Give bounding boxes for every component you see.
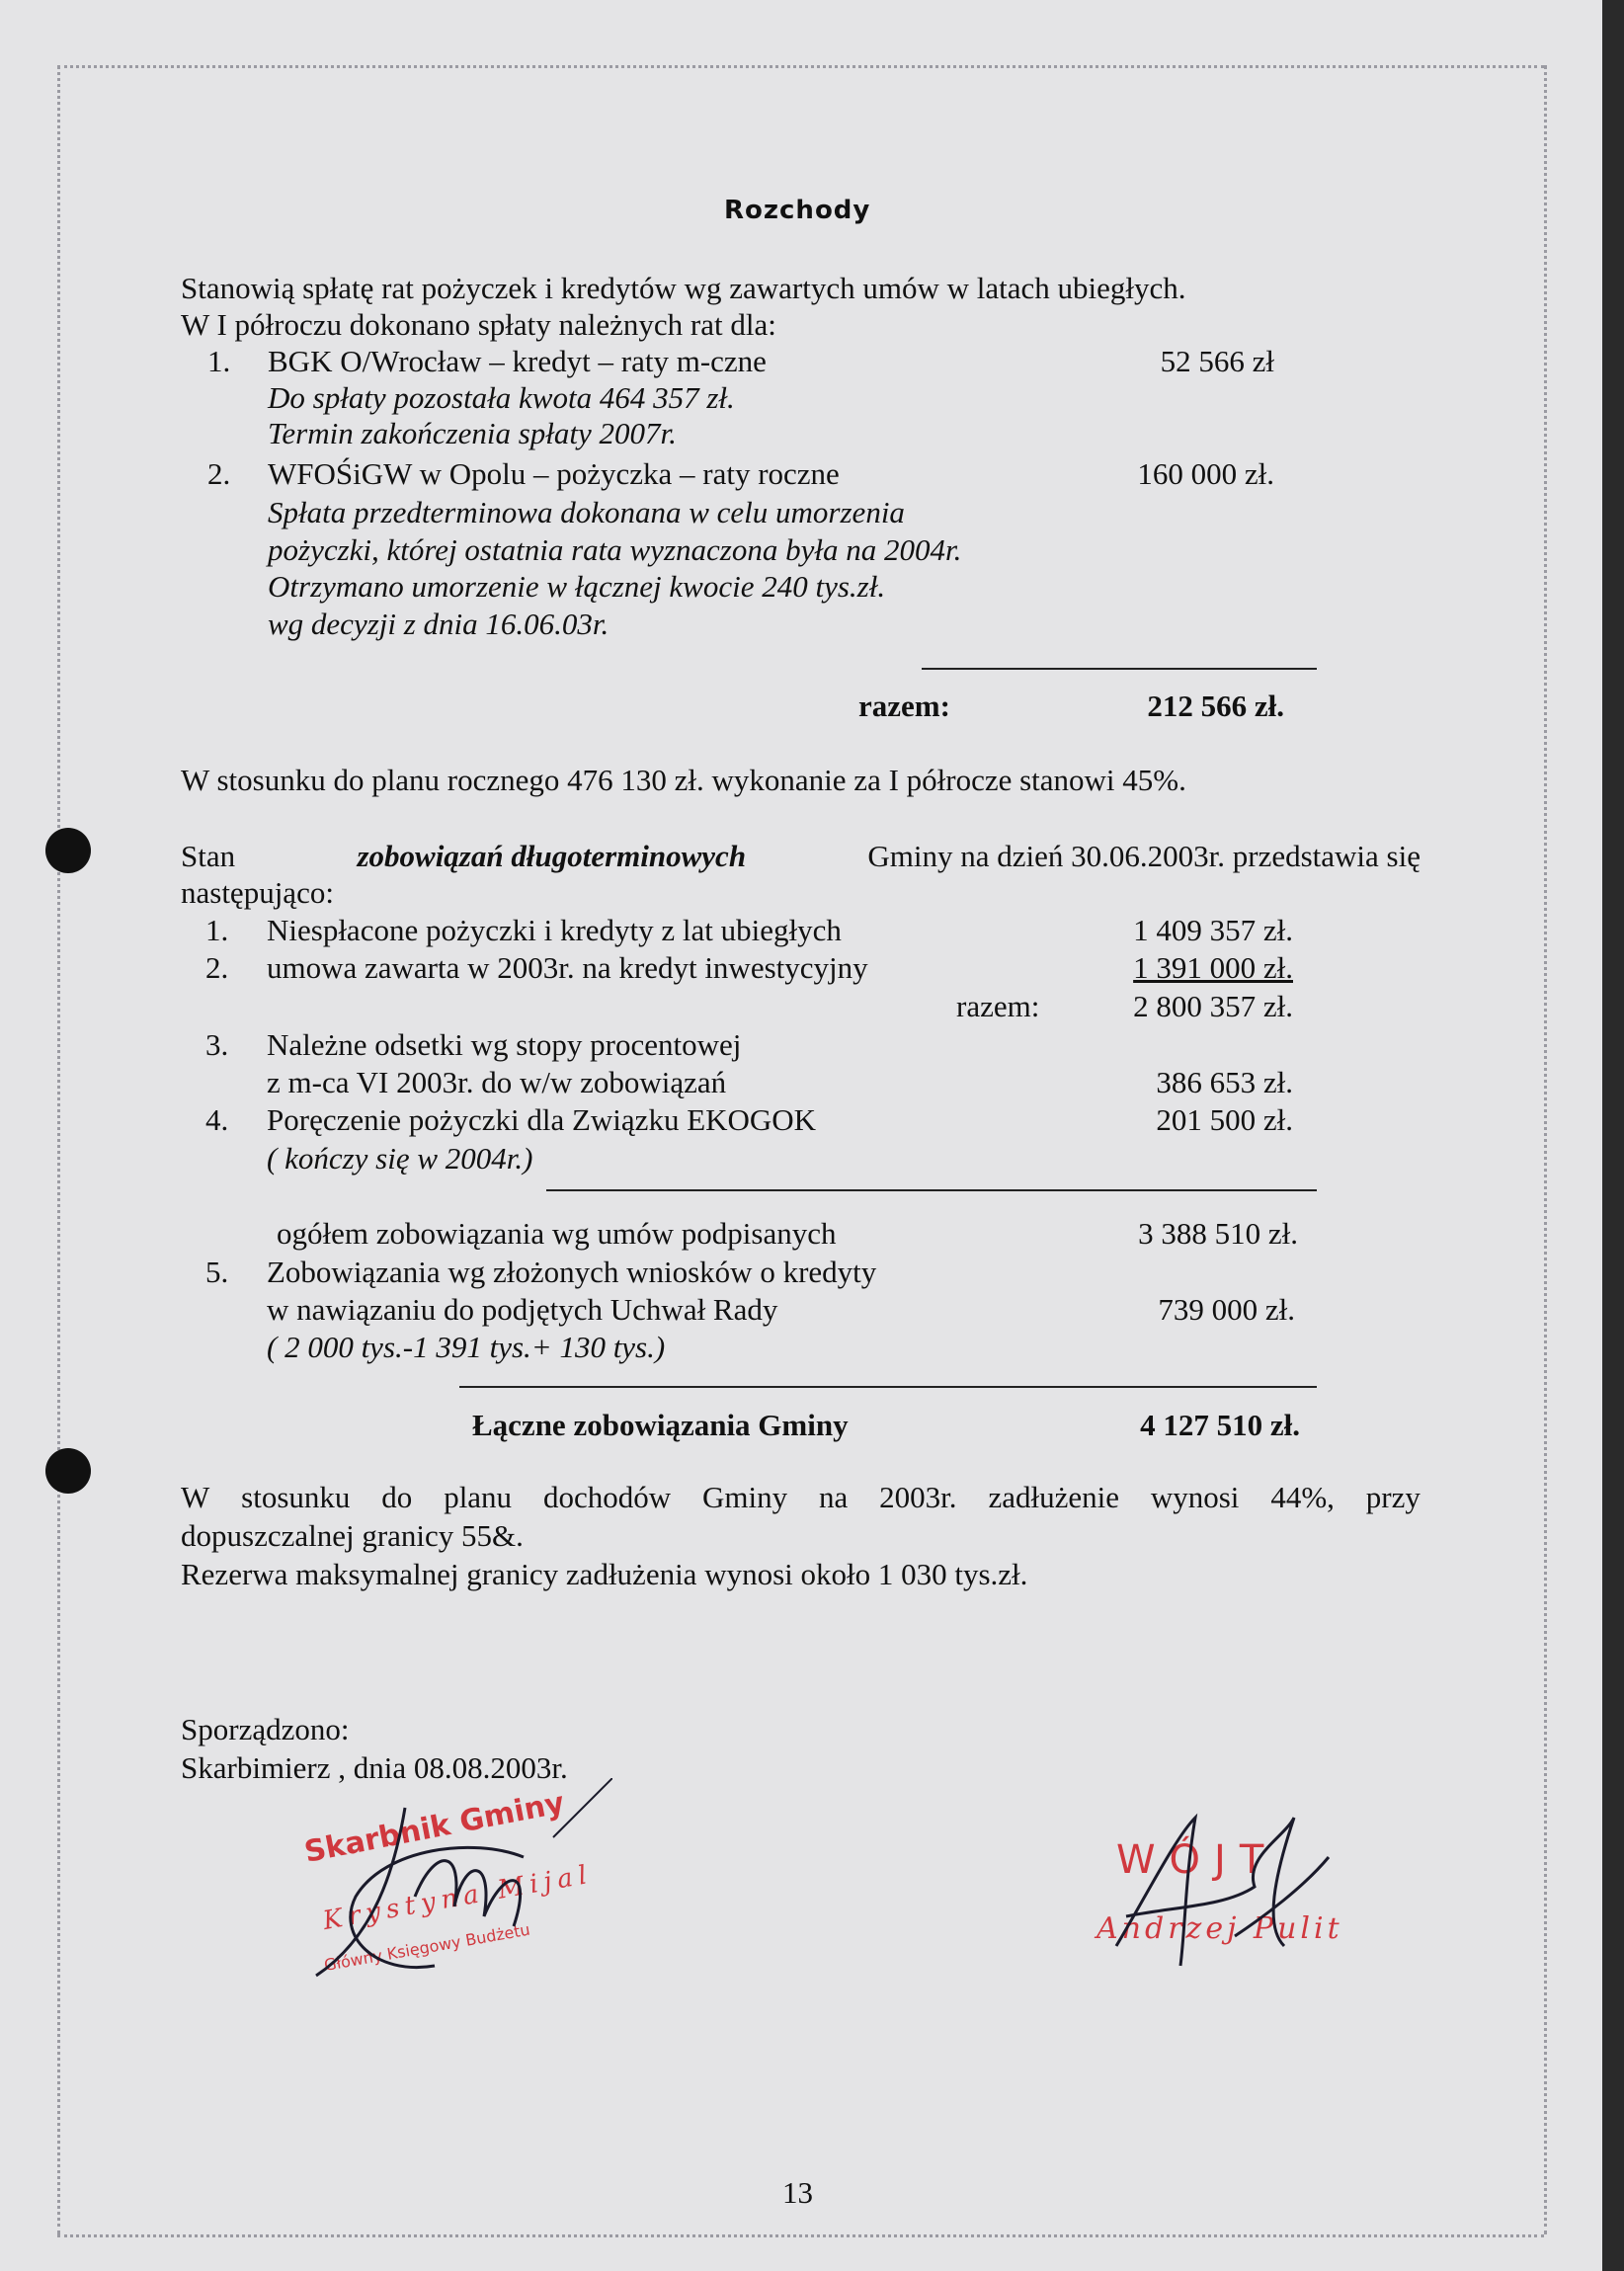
guarantee-text: Poręczenie pożyczki dla Związku EKOGOK	[267, 1102, 817, 1137]
guarantee-amount: 201 500 zł.	[1156, 1102, 1293, 1137]
liab-intro-part: Stan	[181, 839, 236, 873]
debt-note-line1	[181, 1482, 1421, 1512]
total-amount: 212 566 zł.	[1147, 689, 1284, 723]
payment-note: Spłata przedterminowa dokonana w celu umorzenia	[268, 495, 905, 529]
punch-hole	[45, 1448, 91, 1494]
stamp-title: Skarbnik Gminy	[301, 1785, 568, 1870]
applications-amount: 739 000 zł.	[1158, 1292, 1295, 1327]
scan-dark-edge	[1602, 0, 1624, 2271]
interest-text: Należne odsetki wg stopy procentowej	[267, 1027, 742, 1062]
dotted-frame-right	[1544, 65, 1547, 2234]
word: stosunku	[241, 1480, 351, 1514]
item-number: 2.	[207, 456, 231, 491]
dotted-frame-left	[57, 65, 60, 2234]
word: Gminy	[702, 1480, 788, 1514]
payment-note: Termin zakończenia spłaty 2007r.	[268, 416, 677, 450]
debt-note-line3: Rezerwa maksymalnej granicy zadłużenia wynosi około 1 030 tys.zł.	[181, 1557, 1028, 1591]
word: W	[181, 1480, 210, 1514]
total-label: razem:	[858, 689, 950, 723]
liab-intro-emphasis: zobowiązań długoterminowych	[357, 839, 747, 873]
payment-text: WFOŚiGW w Opolu – pożyczka – raty roczne	[268, 456, 840, 491]
page-number: 13	[782, 2175, 813, 2210]
total-rule	[922, 668, 1317, 670]
liab-intro-part: Gminy na dzień 30.06.2003r. przedstawia się	[867, 839, 1421, 873]
intro-line: Stanowią spłatę rat pożyczek i kredytów wg zawartych umów w latach ubiegłych.	[181, 271, 1186, 305]
stamp-name: Andrzej Pulit	[1096, 1911, 1343, 1946]
section-title: Rozchody	[724, 196, 871, 225]
word: na	[819, 1480, 849, 1514]
item-number: 3.	[205, 1027, 229, 1062]
payment-amount: 52 566 zł	[1160, 344, 1274, 378]
applications-note: ( 2 000 tys.-1 391 tys.+ 130 tys.)	[267, 1330, 666, 1364]
grand-total-label: Łączne zobowiązania Gminy	[472, 1408, 849, 1442]
payment-amount: 160 000 zł.	[1137, 456, 1274, 491]
intro-line: W I półroczu dokonano spłaty należnych rat dla:	[181, 307, 776, 342]
subtotal-label: razem:	[956, 989, 1040, 1023]
mayor-signature	[1087, 1798, 1334, 1976]
liability-amount: 1 391 000 zł.	[1133, 950, 1293, 985]
signed-total-amount: 3 388 510 zł.	[1138, 1216, 1298, 1251]
stamp-title: WÓJT	[1116, 1837, 1278, 1883]
word: planu	[444, 1480, 513, 1514]
interest-amount: 386 653 zł.	[1156, 1065, 1293, 1099]
treasurer-signature	[296, 1778, 612, 1995]
item-number: 5.	[205, 1255, 229, 1289]
item-number: 4.	[205, 1102, 229, 1137]
payment-note: Otrzymano umorzenie w łącznej kwocie 240 tys.zł.	[268, 569, 886, 604]
subtotal-amount: 2 800 357 zł.	[1133, 989, 1293, 1023]
word: 2003r.	[879, 1480, 957, 1514]
stamp-name: Krystyna Mijal	[320, 1859, 596, 1936]
payment-note: Do spłaty pozostała kwota 464 357 zł.	[268, 380, 735, 415]
word: do	[381, 1480, 413, 1514]
word: zadłużenie	[988, 1480, 1119, 1514]
liability-text: umowa zawarta w 2003r. na kredyt inwestycyjny	[267, 950, 868, 985]
plan-note: W stosunku do planu rocznego 476 130 zł. wykonanie za I półrocze stanowi 45%.	[181, 763, 1186, 797]
grand-total-amount: 4 127 510 zł.	[1140, 1408, 1300, 1442]
item-number: 1.	[207, 344, 231, 378]
interest-text: z m-ca VI 2003r. do w/w zobowiązań	[267, 1065, 727, 1099]
liabilities-intro	[181, 841, 1421, 871]
liability-text: Niespłacone pożyczki i kredyty z lat ubiegłych	[267, 913, 842, 947]
applications-text: w nawiązaniu do podjętych Uchwał Rady	[267, 1292, 778, 1327]
signed-total-label: ogółem zobowiązania wg umów podpisanych	[277, 1216, 837, 1251]
grand-total-rule	[459, 1386, 1317, 1388]
word: dochodów	[542, 1480, 672, 1514]
dotted-frame-top	[57, 65, 1544, 68]
punch-hole	[45, 828, 91, 873]
item-number: 2.	[205, 950, 229, 985]
guarantee-note: ( kończy się w 2004r.)	[267, 1141, 533, 1176]
signed-rule	[546, 1189, 1317, 1191]
stamp-role: Główny Księgowy Budżetu	[322, 1919, 531, 1975]
prepared-label: Sporządzono:	[181, 1712, 350, 1746]
item-number: 1.	[205, 913, 229, 947]
applications-text: Zobowiązania wg złożonych wniosków o kredyty	[267, 1255, 877, 1289]
dotted-frame-bottom	[57, 2234, 1544, 2237]
word: 44%,	[1270, 1480, 1335, 1514]
payment-text: BGK O/Wrocław – kredyt – raty m-czne	[268, 344, 767, 378]
payment-note: pożyczki, której ostatnia rata wyznaczona była na 2004r.	[268, 532, 962, 567]
payment-note: wg decyzji z dnia 16.06.03r.	[268, 607, 609, 641]
prepared-place-date: Skarbimierz , dnia 08.08.2003r.	[181, 1750, 568, 1785]
liab-intro-line2: następująco:	[181, 875, 334, 910]
word: wynosi	[1150, 1480, 1240, 1514]
word: przy	[1365, 1480, 1421, 1514]
debt-note-line2: dopuszczalnej granicy 55&.	[181, 1518, 524, 1553]
liability-amount: 1 409 357 zł.	[1133, 913, 1293, 947]
